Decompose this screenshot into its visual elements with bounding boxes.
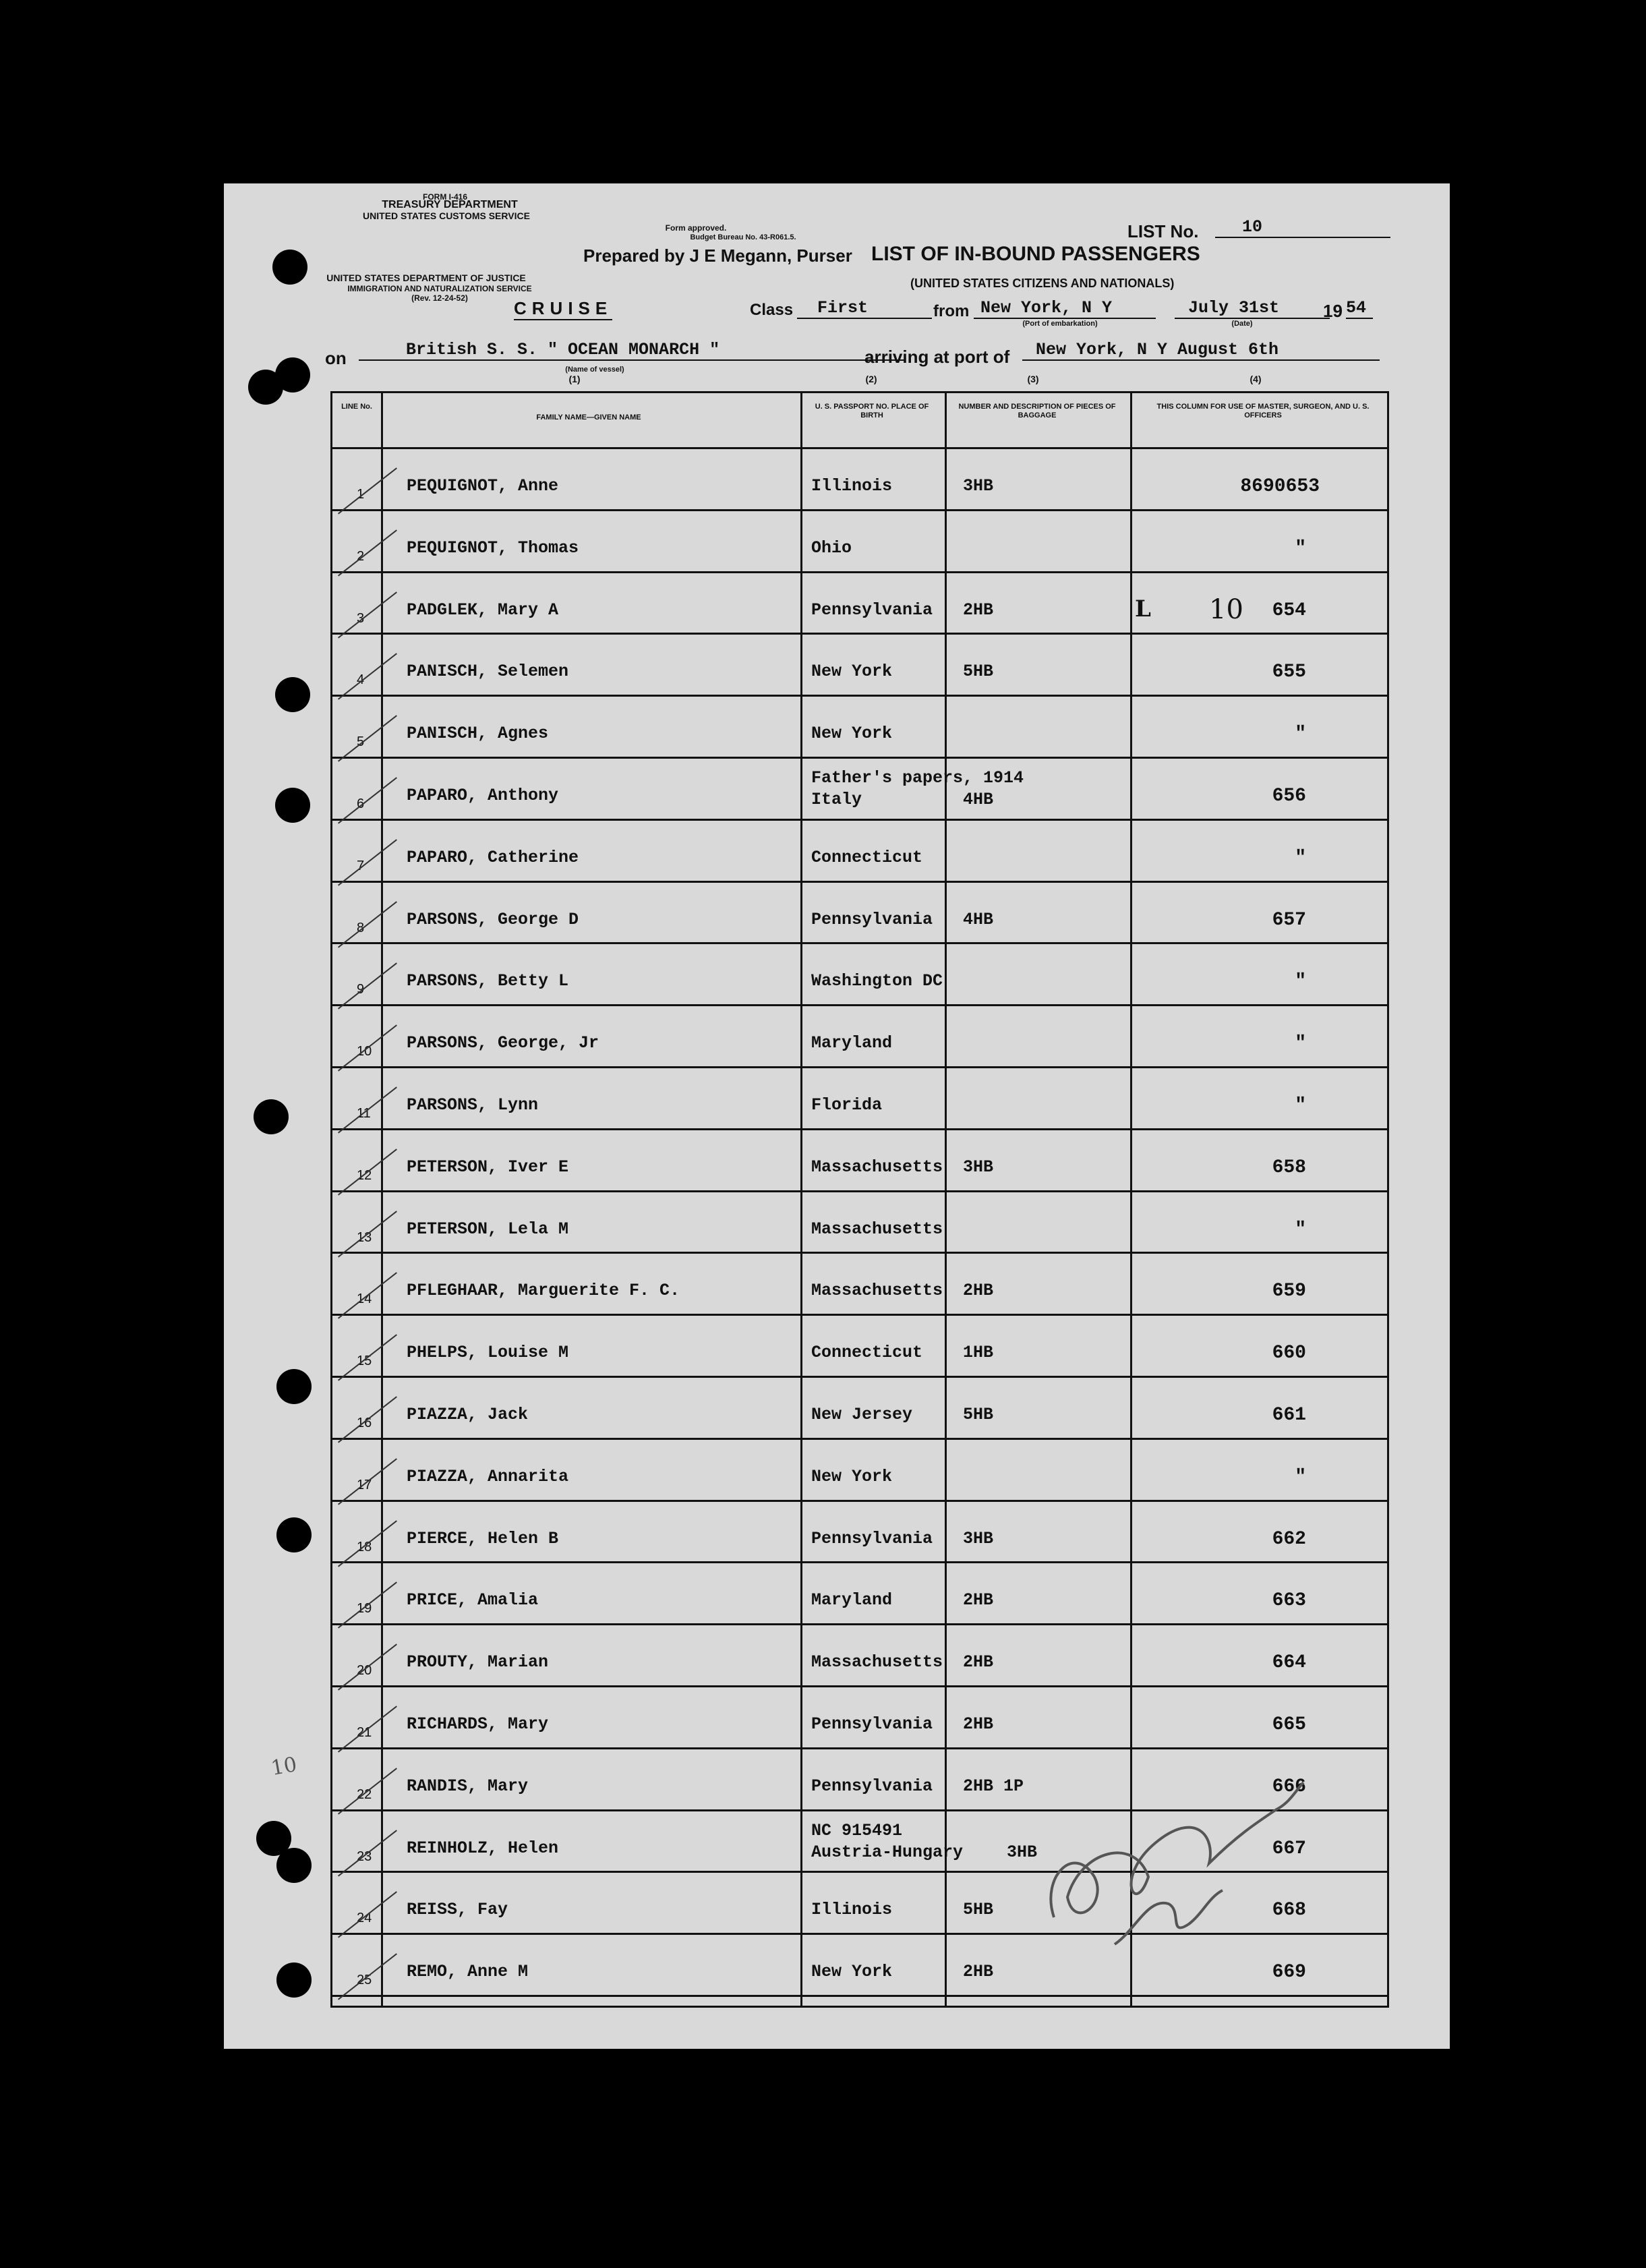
passenger-name: REMO, Anne M (407, 1962, 529, 1982)
officer-number: " (1295, 724, 1306, 745)
on-label: on (325, 348, 347, 368)
table-row (332, 759, 1387, 821)
line-number: 7 (357, 858, 365, 873)
passenger-name: PEQUIGNOT, Thomas (407, 537, 579, 558)
passenger-name: PANISCH, Selemen (407, 662, 569, 682)
class-value: First (797, 298, 932, 319)
table-row (332, 1130, 1387, 1192)
officer-number: 662 (1272, 1528, 1306, 1550)
header-birth: U. S. PASSPORT NO. PLACE OF BIRTH (815, 403, 929, 419)
baggage: 2HB (963, 1590, 994, 1610)
officer-number: " (1295, 847, 1306, 869)
prepared-by: Prepared by J E Megann, Purser (583, 245, 852, 266)
baggage: 3HB (1007, 1842, 1038, 1862)
birth-place: Florida (811, 1095, 883, 1115)
passenger-name: PAPARO, Anthony (407, 786, 559, 805)
officer-number: 654 (1272, 600, 1306, 621)
line-number: 25 (357, 1973, 372, 1988)
immigration-service: IMMIGRATION AND NATURALIZATION SERVICE (347, 284, 532, 293)
passenger-name: PADGLEK, Mary A (407, 600, 559, 620)
binder-hole (275, 357, 310, 392)
year-prefix: 19 (1323, 301, 1343, 321)
line-number: 15 (357, 1354, 372, 1369)
handwritten-list-ref: 10 (1209, 594, 1243, 625)
officer-number: 667 (1272, 1838, 1306, 1859)
list-no-label: LIST No. (1127, 221, 1199, 241)
binder-hole (276, 1848, 312, 1883)
birth-place: Pennsylvania (811, 1528, 933, 1548)
binder-hole (272, 250, 307, 285)
line-number: 11 (357, 1106, 371, 1121)
line-number: 5 (357, 734, 365, 750)
header-baggage: NUMBER AND DESCRIPTION OF PIECES OF BAGGAGE (958, 403, 1116, 419)
table-row (332, 821, 1387, 883)
table-row (332, 1192, 1387, 1254)
officer-number: 656 (1272, 786, 1306, 807)
birth-place: Massachusetts (811, 1652, 943, 1673)
class-label: Class (750, 301, 794, 319)
baggage: 2HB (963, 1962, 994, 1982)
birth-place: Massachusetts (811, 1281, 943, 1301)
baggage: 5HB (963, 1900, 994, 1920)
officer-number: 660 (1272, 1343, 1306, 1364)
baggage: 3HB (963, 476, 994, 496)
passenger-name: PETERSON, Iver E (407, 1157, 569, 1177)
officer-number: " (1295, 971, 1306, 993)
officer-number: 658 (1272, 1157, 1306, 1178)
vessel-caption: (Name of vessel) (565, 366, 624, 374)
officer-number: " (1295, 1095, 1306, 1116)
date-value: July 31st (1175, 298, 1330, 319)
baggage: 2HB (963, 600, 994, 620)
table-row (332, 1378, 1387, 1440)
officer-number: 668 (1272, 1900, 1306, 1921)
baggage: 2HB (963, 1652, 994, 1673)
birth-place: New York (811, 1466, 893, 1486)
table-row (332, 1316, 1387, 1378)
birth-place: New York (811, 662, 893, 682)
binder-hole (276, 1517, 312, 1552)
passenger-name: PHELPS, Louise M (407, 1343, 569, 1363)
passenger-name: PETERSON, Lela M (407, 1219, 569, 1239)
passenger-name: PARSONS, Lynn (407, 1095, 539, 1115)
baggage: 4HB (963, 909, 994, 929)
justice-dept: UNITED STATES DEPARTMENT OF JUSTICE (326, 272, 526, 283)
birth-place: Pennsylvania (811, 909, 933, 929)
birth-place: Connecticut (811, 1343, 923, 1363)
officer-number: 669 (1272, 1962, 1306, 1983)
table-row (332, 635, 1387, 697)
year-suffix: 54 (1346, 298, 1373, 319)
baggage: 2HB 1P (963, 1776, 1024, 1796)
passenger-name: PEQUIGNOT, Anne (407, 476, 559, 496)
officer-number: " (1295, 1033, 1306, 1055)
officer-number: " (1295, 1466, 1306, 1488)
birth-place-line2: Austria-Hungary (811, 1842, 964, 1862)
cruise-label: CRUISE (514, 298, 612, 320)
customs-service: UNITED STATES CUSTOMS SERVICE (363, 210, 530, 221)
passenger-name: REINHOLZ, Helen (407, 1838, 559, 1858)
header-name: FAMILY NAME—GIVEN NAME (536, 413, 641, 421)
line-number: 10 (357, 1044, 372, 1059)
signature-scribble (1034, 1675, 1317, 1971)
birth-place: Massachusetts (811, 1219, 943, 1239)
budget-bureau: Budget Bureau No. 43-R061.5. (690, 233, 796, 241)
passenger-name: RANDIS, Mary (407, 1776, 529, 1796)
line-number: 16 (357, 1416, 372, 1430)
list-no-value: 10 (1215, 217, 1390, 238)
birth-place: Maryland (811, 1590, 893, 1610)
arriving-label: arriving at port of (864, 347, 1010, 367)
passenger-name: PARSONS, Betty L (407, 971, 569, 991)
binder-hole (275, 677, 310, 712)
revision-date: (Rev. 12-24-52) (411, 293, 468, 303)
date-caption: (Date) (1231, 320, 1253, 328)
line-number: 23 (357, 1849, 372, 1864)
passenger-name: PROUTY, Marian (407, 1652, 549, 1673)
from-label: from (933, 302, 970, 320)
port-caption: (Port of embarkation) (1022, 320, 1098, 328)
birth-place: New York (811, 1962, 893, 1982)
officer-number: 665 (1272, 1714, 1306, 1735)
officer-number: 663 (1272, 1590, 1306, 1612)
form-number: FORM I-416 (422, 192, 467, 202)
arrival-value: New York, N Y August 6th (1022, 340, 1380, 361)
table-row (332, 883, 1387, 945)
table-row (332, 697, 1387, 759)
officer-number: 659 (1272, 1281, 1306, 1302)
header-officers: THIS COLUMN FOR USE OF MASTER, SURGEON, AND U. S. OFFICERS (1156, 403, 1370, 419)
line-number: 1 (357, 487, 365, 502)
birth-place: Washington DC (811, 971, 943, 991)
birth-place: Father's papers, 1914 (811, 768, 1024, 788)
passenger-name: PIERCE, Helen B (407, 1528, 559, 1548)
line-number: 8 (357, 920, 365, 935)
table-row (332, 1006, 1387, 1068)
birth-place: Maryland (811, 1033, 893, 1053)
line-number: 13 (357, 1229, 372, 1245)
line-number: 14 (357, 1291, 372, 1307)
baggage: 5HB (963, 662, 994, 682)
birth-place: Illinois (811, 1900, 893, 1920)
binder-hole (254, 1099, 289, 1134)
birth-place: New York (811, 724, 893, 744)
officer-number: 655 (1272, 662, 1306, 683)
passenger-name: PAPARO, Catherine (407, 847, 579, 867)
line-number: 18 (357, 1539, 372, 1554)
header-line-no: LINE No. (341, 403, 372, 411)
officer-number: 661 (1272, 1405, 1306, 1426)
birth-place: NC 915491 (811, 1820, 903, 1840)
line-number: 2 (357, 548, 365, 564)
officer-number: " (1295, 1219, 1306, 1240)
birth-place: Pennsylvania (811, 1776, 933, 1796)
binder-hole (275, 788, 310, 823)
baggage: 2HB (963, 1281, 994, 1301)
table-row (332, 1563, 1387, 1625)
baggage: 4HB (963, 790, 994, 809)
col-marker-4: (4) (1250, 374, 1262, 384)
table-row (332, 1254, 1387, 1316)
col-marker-3: (3) (1027, 374, 1039, 384)
birth-place: Connecticut (811, 847, 923, 867)
line-number: 6 (357, 796, 365, 811)
table-row (332, 944, 1387, 1006)
manifest-sheet (224, 183, 1450, 2049)
line-number: 22 (357, 1786, 372, 1802)
line-number: 3 (357, 610, 365, 626)
baggage: 3HB (963, 1157, 994, 1177)
table-row (332, 1502, 1387, 1564)
line-number: 24 (357, 1911, 372, 1926)
passenger-name: PARSONS, George, Jr (407, 1033, 599, 1053)
line-number: 12 (357, 1167, 372, 1183)
table-row (332, 449, 1387, 511)
birth-place-line2: Italy (811, 790, 862, 809)
officer-number: " (1295, 537, 1306, 559)
line-number: 4 (357, 672, 365, 688)
passenger-name: RICHARDS, Mary (407, 1714, 549, 1734)
col-marker-1: (1) (568, 374, 581, 384)
baggage: 5HB (963, 1405, 994, 1424)
table-row (332, 1068, 1387, 1130)
passenger-name: PIAZZA, Annarita (407, 1466, 569, 1486)
passenger-name: PARSONS, George D (407, 909, 579, 929)
birth-place: New Jersey (811, 1405, 913, 1424)
baggage: 2HB (963, 1714, 994, 1734)
birth-place: Pennsylvania (811, 600, 933, 620)
binder-hole (276, 1369, 312, 1404)
form-approved: Form approved. (665, 223, 727, 233)
baggage: 3HB (963, 1528, 994, 1548)
passenger-name: PANISCH, Agnes (407, 724, 549, 744)
passenger-name: PRICE, Amalia (407, 1590, 539, 1610)
birth-place: Pennsylvania (811, 1714, 933, 1734)
list-title: LIST OF IN-BOUND PASSENGERS (871, 243, 1200, 265)
vessel-name: British S. S. " OCEAN MONARCH " (359, 340, 905, 361)
line-number: 20 (357, 1663, 372, 1679)
from-value: New York, N Y (974, 298, 1156, 319)
birth-place: Illinois (811, 476, 893, 496)
officer-number: 8690653 (1240, 476, 1320, 497)
margin-note: 10 (269, 1752, 299, 1781)
table-row (332, 511, 1387, 573)
line-number: 21 (357, 1725, 372, 1740)
officer-number: 664 (1272, 1652, 1306, 1674)
line-number: 9 (357, 982, 365, 997)
handwritten-mark-l: L (1135, 595, 1151, 622)
baggage: 1HB (963, 1343, 994, 1363)
birth-place: Massachusetts (811, 1157, 943, 1177)
line-number: 17 (357, 1477, 372, 1492)
passenger-name: PIAZZA, Jack (407, 1405, 529, 1424)
officer-number: 666 (1272, 1776, 1306, 1797)
col-marker-2: (2) (865, 374, 877, 384)
table-row (332, 1440, 1387, 1502)
birth-place: Ohio (811, 537, 852, 558)
line-number: 19 (357, 1601, 372, 1617)
passenger-name: PFLEGHAAR, Marguerite F. C. (407, 1281, 680, 1301)
officer-number: 657 (1272, 909, 1306, 931)
binder-hole (276, 1962, 312, 1998)
list-subtitle: (UNITED STATES CITIZENS AND NATIONALS) (910, 277, 1175, 290)
treasury-dept: TREASURY DEPARTMENT (382, 199, 518, 210)
passenger-table (330, 391, 1389, 2008)
passenger-name: REISS, Fay (407, 1900, 508, 1920)
